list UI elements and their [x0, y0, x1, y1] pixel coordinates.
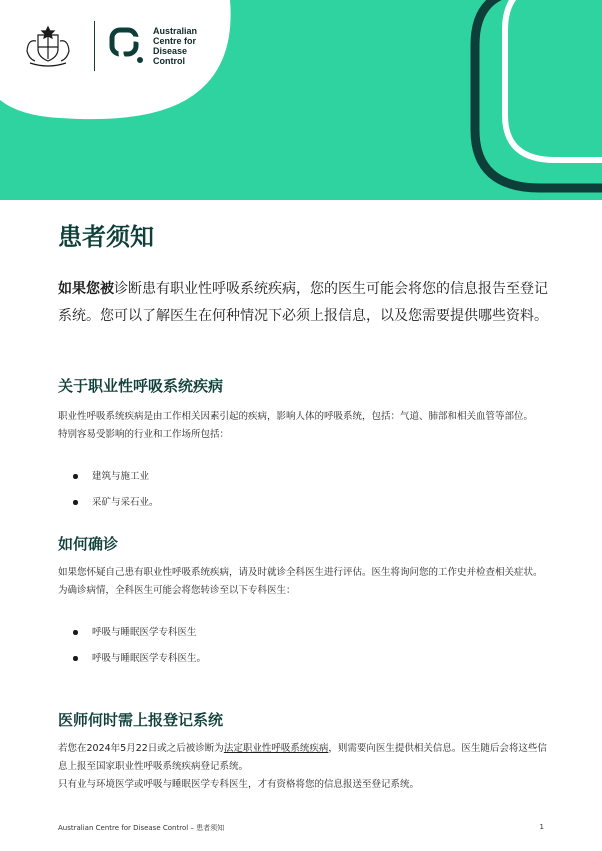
intro-paragraph — [58, 276, 548, 330]
paragraph: 只有业与环境医学或呼吸与睡眠医学专科医生，才有资格将您的信息报送至登记系统。 — [58, 779, 420, 790]
list-item: 呼吸与睡眠医学专科医生 — [58, 626, 206, 639]
text-span: ，则需要向医生提供相关信息。医生随后会将这些信息上报至国家职业性呼吸系统疾病登记系统。 — [58, 743, 547, 772]
org-name — [153, 26, 197, 66]
list-item: 呼吸与睡眠医学专科医生。 — [58, 652, 206, 665]
list-item: 采矿与采石业。 — [58, 496, 159, 509]
document-body — [58, 220, 548, 790]
paragraph: 特别容易受影响的行业和工作场所包括： — [58, 429, 230, 440]
section-about-text — [58, 408, 548, 444]
footer-text: Australian Centre for Disease Control – 患者须知 — [58, 824, 225, 832]
org-name-line: Disease — [153, 46, 188, 56]
acdc-logo-icon — [109, 27, 147, 65]
org-name-line: Control — [153, 56, 185, 66]
coat-of-arms-icon — [22, 23, 74, 69]
paragraph: 为确诊病情，全科医生可能会将您转诊至以下专科医生： — [58, 585, 296, 596]
page-title: 患者须知 — [58, 223, 154, 251]
section-reporting-text — [58, 740, 548, 794]
logo-divider — [94, 21, 95, 71]
specialist-list — [58, 626, 206, 678]
section-heading-diagnosis: 如何确诊 — [58, 535, 119, 553]
text-span: 若您在2024年5月22日或之后被诊断为 — [58, 743, 224, 754]
section-diagnosis-text — [58, 564, 548, 600]
section-heading-reporting: 医师何时需上报登记系统 — [58, 711, 224, 729]
paragraph — [58, 740, 548, 776]
org-name-line: Australian — [153, 26, 198, 36]
paragraph: 如果您怀疑自己患有职业性呼吸系统疾病，请及时就诊全科医生进行评估。医生将询问您的工作史并检查相关症状。 — [58, 567, 543, 578]
paragraph: 职业性呼吸系统疾病是由工作相关因素引起的疾病，影响人体的呼吸系统，包括：气道、肺部和相关血管等部位。 — [58, 411, 534, 422]
notifiable-disease-link[interactable]: 法定职业性呼吸系统疾病 — [223, 743, 329, 754]
logo-area — [22, 20, 197, 72]
industry-list — [58, 470, 159, 522]
org-name-line: Centre for — [153, 36, 197, 46]
header-banner — [0, 0, 602, 200]
intro-text: 诊断患有职业性呼吸系统疾病，您的医生可能会将您的信息报告至登记系统。您可以了解医生在何种情况下必须上报信息，以及您需要提供哪些资料。 — [58, 281, 548, 324]
list-item: 建筑与施工业 — [58, 470, 159, 483]
page-footer — [58, 823, 544, 833]
intro-bold: 如果您被 — [58, 281, 114, 297]
page-number: 1 — [539, 823, 544, 831]
section-heading-about: 关于职业性呼吸系统疾病 — [58, 377, 224, 395]
